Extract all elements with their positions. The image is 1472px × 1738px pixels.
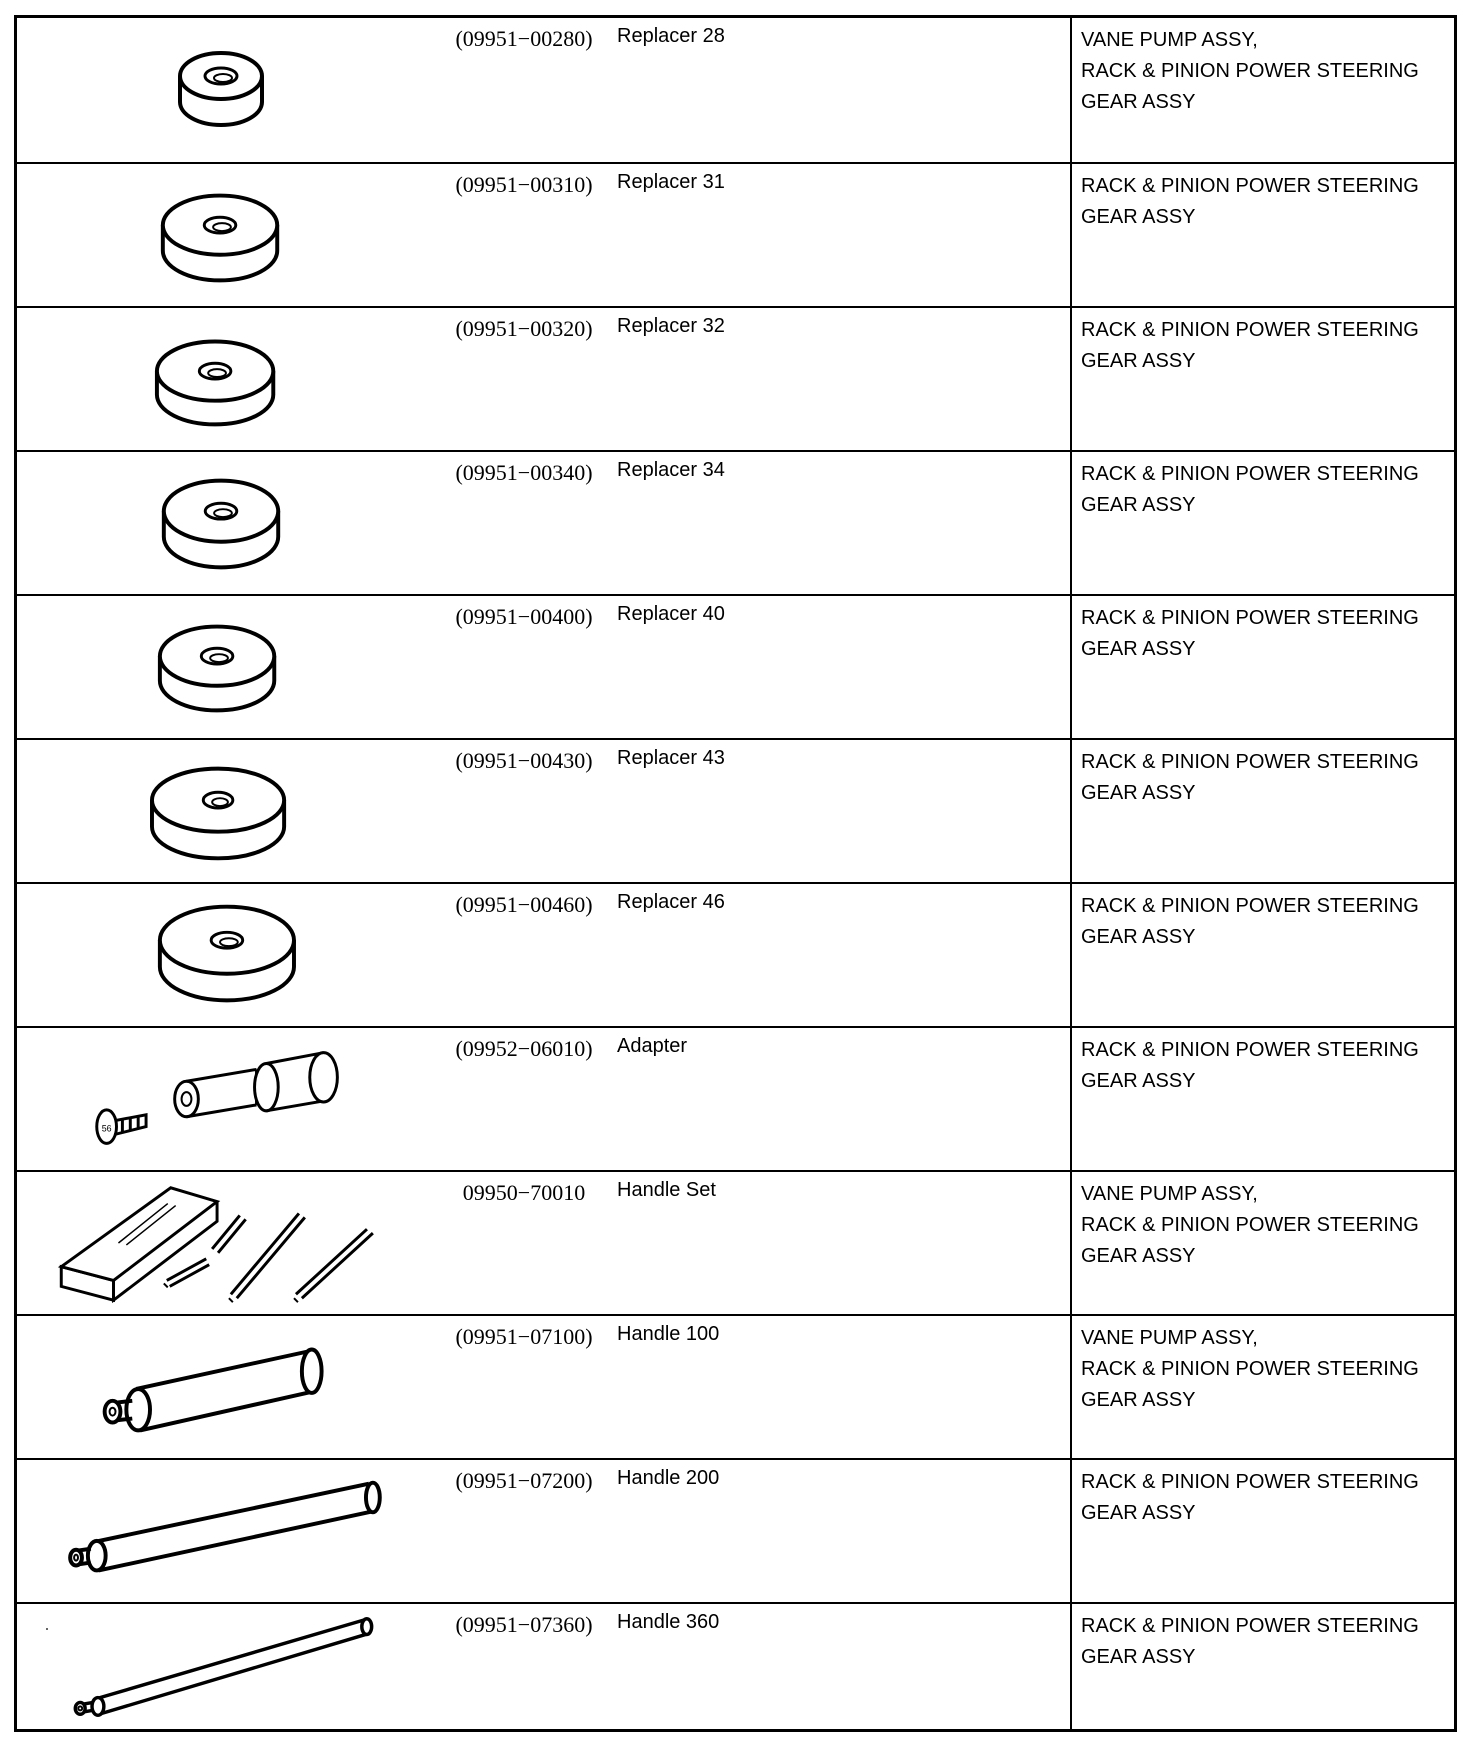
applicable-assemblies [1081, 1467, 1457, 1529]
assembly-line: RACK & PINION POWER STEERING [1081, 319, 1419, 341]
replacer-34-icon [17, 452, 427, 594]
tool-name: Replacer 43 [617, 747, 725, 769]
tool-name: Handle 360 [617, 1611, 720, 1633]
part-number: (09951−07200) [455, 1468, 593, 1493]
assembly-line: GEAR ASSY [1081, 91, 1196, 113]
assembly-line: GEAR ASSY [1081, 1389, 1196, 1411]
table-row [17, 450, 1454, 594]
assembly-line: GEAR ASSY [1081, 1502, 1196, 1524]
assembly-line: GEAR ASSY [1081, 206, 1196, 228]
part-number: (09951−07100) [455, 1324, 593, 1349]
assembly-line: GEAR ASSY [1081, 782, 1196, 804]
part-number: (09951−00340) [455, 460, 593, 485]
part-number: (09951−00310) [455, 172, 593, 197]
applicable-assemblies [1081, 603, 1457, 665]
tool-name: Replacer 32 [617, 315, 725, 337]
part-number: (09951−00280) [455, 26, 593, 51]
part-number: (09951−07360) [455, 1612, 593, 1637]
replacer-32-icon [17, 308, 427, 450]
table-row [17, 1602, 1454, 1732]
replacer-28-icon [17, 18, 427, 162]
applicable-assemblies [1081, 891, 1457, 953]
handle-360-icon [17, 1604, 427, 1732]
table-row [17, 162, 1454, 306]
table-row [17, 882, 1454, 1026]
table-row [17, 306, 1454, 450]
replacer-40-icon [17, 596, 427, 738]
assembly-line: GEAR ASSY [1081, 1245, 1196, 1267]
applicable-assemblies [1081, 747, 1457, 809]
applicable-assemblies [1081, 1611, 1457, 1673]
assembly-line: VANE PUMP ASSY, [1081, 1183, 1258, 1205]
replacer-31-icon [17, 164, 427, 306]
part-number: 09950−70010 [462, 1180, 586, 1205]
tool-name: Handle 200 [617, 1467, 720, 1489]
assembly-line: RACK & PINION POWER STEERING [1081, 60, 1419, 82]
applicable-assemblies [1081, 171, 1457, 233]
table-row [17, 1458, 1454, 1602]
special-tools-table [14, 15, 1457, 1732]
tool-name: Adapter [617, 1035, 688, 1057]
tool-name: Replacer 34 [617, 459, 725, 481]
assembly-line: GEAR ASSY [1081, 926, 1196, 948]
assembly-line: RACK & PINION POWER STEERING [1081, 1214, 1419, 1236]
assembly-line: VANE PUMP ASSY, [1081, 29, 1258, 51]
tool-name: Handle Set [617, 1179, 716, 1201]
replacer-46-icon [17, 884, 427, 1026]
assembly-line: RACK & PINION POWER STEERING [1081, 751, 1419, 773]
applicable-assemblies [1081, 315, 1457, 377]
assembly-line: GEAR ASSY [1081, 350, 1196, 372]
adapter-icon [17, 1028, 427, 1170]
tool-name: Replacer 28 [617, 25, 725, 47]
assembly-line: GEAR ASSY [1081, 494, 1196, 516]
scan-speck [46, 1628, 48, 1630]
part-number: (09952−06010) [455, 1036, 593, 1061]
assembly-line: RACK & PINION POWER STEERING [1081, 175, 1419, 197]
tool-name: Replacer 31 [617, 171, 725, 193]
assembly-line: RACK & PINION POWER STEERING [1081, 1039, 1419, 1061]
table-row [17, 738, 1454, 882]
part-number: (09951−00460) [455, 892, 593, 917]
assembly-line: RACK & PINION POWER STEERING [1081, 1615, 1419, 1637]
part-number: (09951−00320) [455, 316, 593, 341]
assembly-line: RACK & PINION POWER STEERING [1081, 607, 1419, 629]
handle-set-icon [17, 1172, 427, 1314]
table-row [17, 18, 1454, 162]
svg-text:56: 56 [101, 1123, 112, 1134]
table-row [17, 594, 1454, 738]
table-row [17, 1314, 1454, 1458]
applicable-assemblies [1081, 1179, 1457, 1272]
assembly-line: RACK & PINION POWER STEERING [1081, 895, 1419, 917]
assembly-line: GEAR ASSY [1081, 638, 1196, 660]
assembly-line: VANE PUMP ASSY, [1081, 1327, 1258, 1349]
tool-name: Replacer 46 [617, 891, 725, 913]
tool-name: Handle 100 [617, 1323, 720, 1345]
handle-200-icon [17, 1460, 427, 1602]
tool-name: Replacer 40 [617, 603, 725, 625]
assembly-line: RACK & PINION POWER STEERING [1081, 463, 1419, 485]
assembly-line: GEAR ASSY [1081, 1070, 1196, 1092]
replacer-43-icon [17, 740, 427, 882]
handle-100-icon [17, 1316, 427, 1458]
part-number: (09951−00430) [455, 748, 593, 773]
table-row [17, 1170, 1454, 1314]
table-row [17, 1026, 1454, 1170]
assembly-line: RACK & PINION POWER STEERING [1081, 1471, 1419, 1493]
applicable-assemblies [1081, 1035, 1457, 1097]
applicable-assemblies [1081, 1323, 1457, 1416]
part-number: (09951−00400) [455, 604, 593, 629]
applicable-assemblies [1081, 25, 1457, 118]
assembly-line: RACK & PINION POWER STEERING [1081, 1358, 1419, 1380]
applicable-assemblies [1081, 459, 1457, 521]
assembly-line: GEAR ASSY [1081, 1646, 1196, 1668]
